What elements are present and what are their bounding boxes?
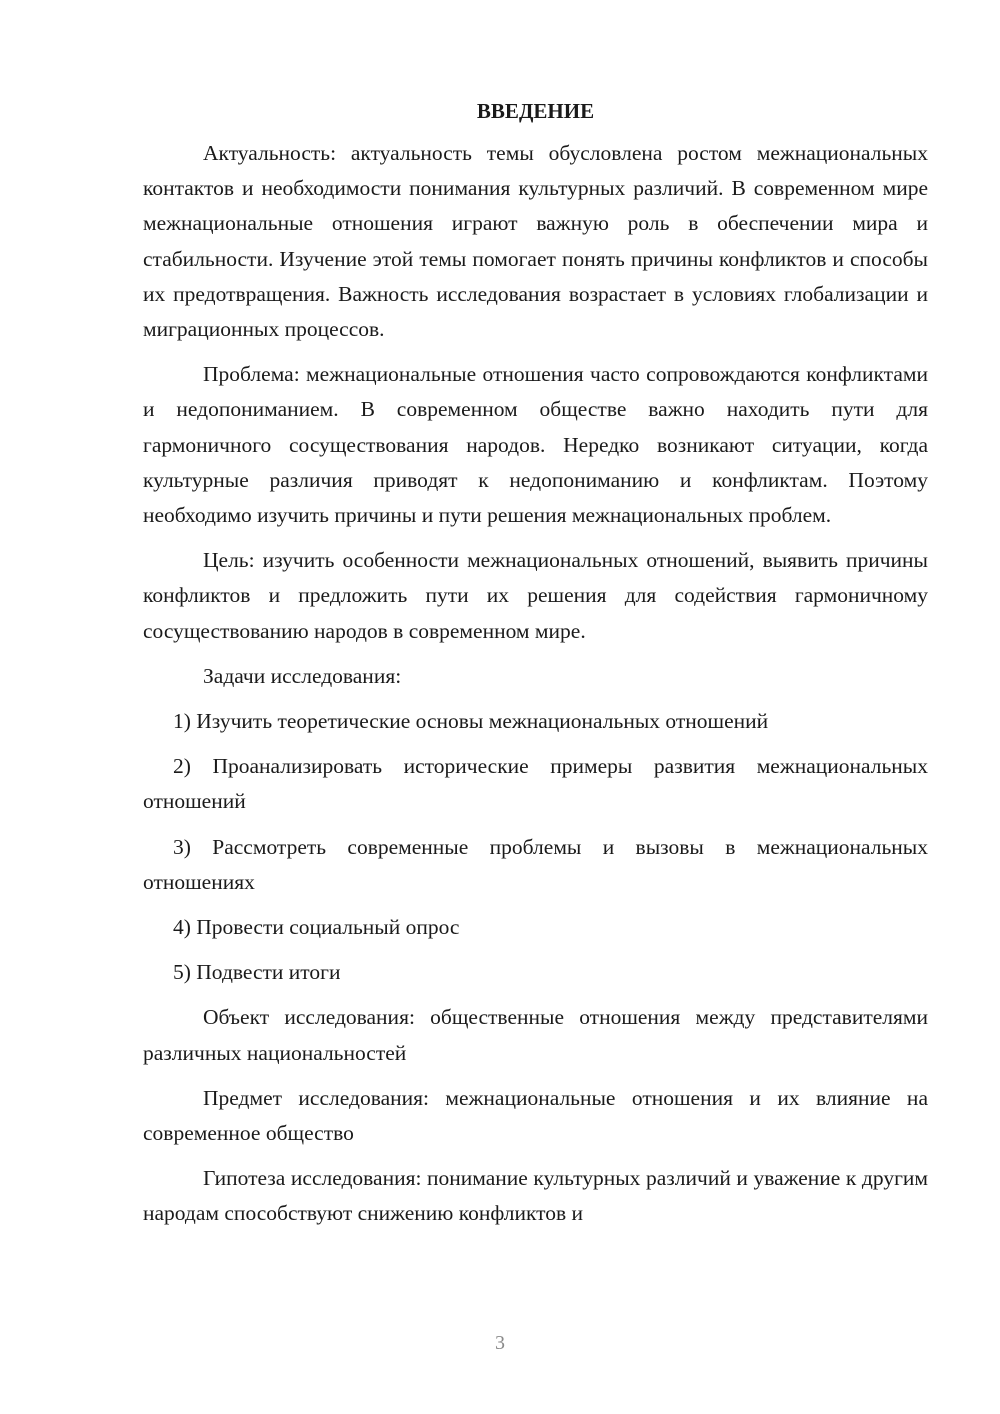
page-number: 3: [495, 1332, 505, 1354]
relevance-paragraph: Актуальность: актуальность темы обусловлена ростом межнациональных контактов и необходимости понимания культурных различий. В современном мире межнациональные отношения играют важную роль в обеспечении мира и стабильности. Изучение этой темы помогает понять причины конфликтов и способы их предотвращения. Важность исследования возрастает в условиях глобализации и миграционных процессов.: [143, 141, 928, 342]
tasks-heading: Задачи исследования:: [203, 663, 402, 688]
subject-paragraph: Предмет исследования: межнациональные отношения и их влияние на современное общество: [143, 1085, 928, 1146]
page-content: [143, 96, 928, 1242]
task-item-5: 5) Подвести итоги: [173, 960, 341, 985]
object-paragraph: Объект исследования: общественные отношения между представителями различных национальностей: [143, 1005, 928, 1065]
task-item-4: 4) Провести социальный опрос: [173, 915, 460, 940]
task-item-2: 2) Проанализировать исторические примеры развития межнациональных отношений: [143, 754, 928, 814]
hypothesis-paragraph: Гипотеза исследования: понимание культурных различий и уважение к другим народам способствуют снижению конфликтов и: [143, 1166, 928, 1226]
task-item-1: 1) Изучить теоретические основы межнациональных отношений: [173, 709, 769, 734]
goal-paragraph: Цель: изучить особенности межнациональных отношений, выявить причины конфликтов и предложить пути их решения для содействия гармоничному сосуществованию народов в современном мире.: [143, 548, 928, 643]
task-item-3: 3) Рассмотреть современные проблемы и вызовы в межнациональных отношениях: [143, 834, 928, 894]
problem-paragraph: Проблема: межнациональные отношения часто сопровождаются конфликтами и недопониманием. В современном обществе важно находить пути для гармоничного сосуществования народов. Нередко возникают ситуации, когда культурные различия приводят к недопониманию и конфликтам. Поэтому необходимо изучить причины и пути решения межнациональных проблем.: [143, 362, 928, 528]
section-title: ВВЕДЕНИЕ: [476, 99, 595, 123]
